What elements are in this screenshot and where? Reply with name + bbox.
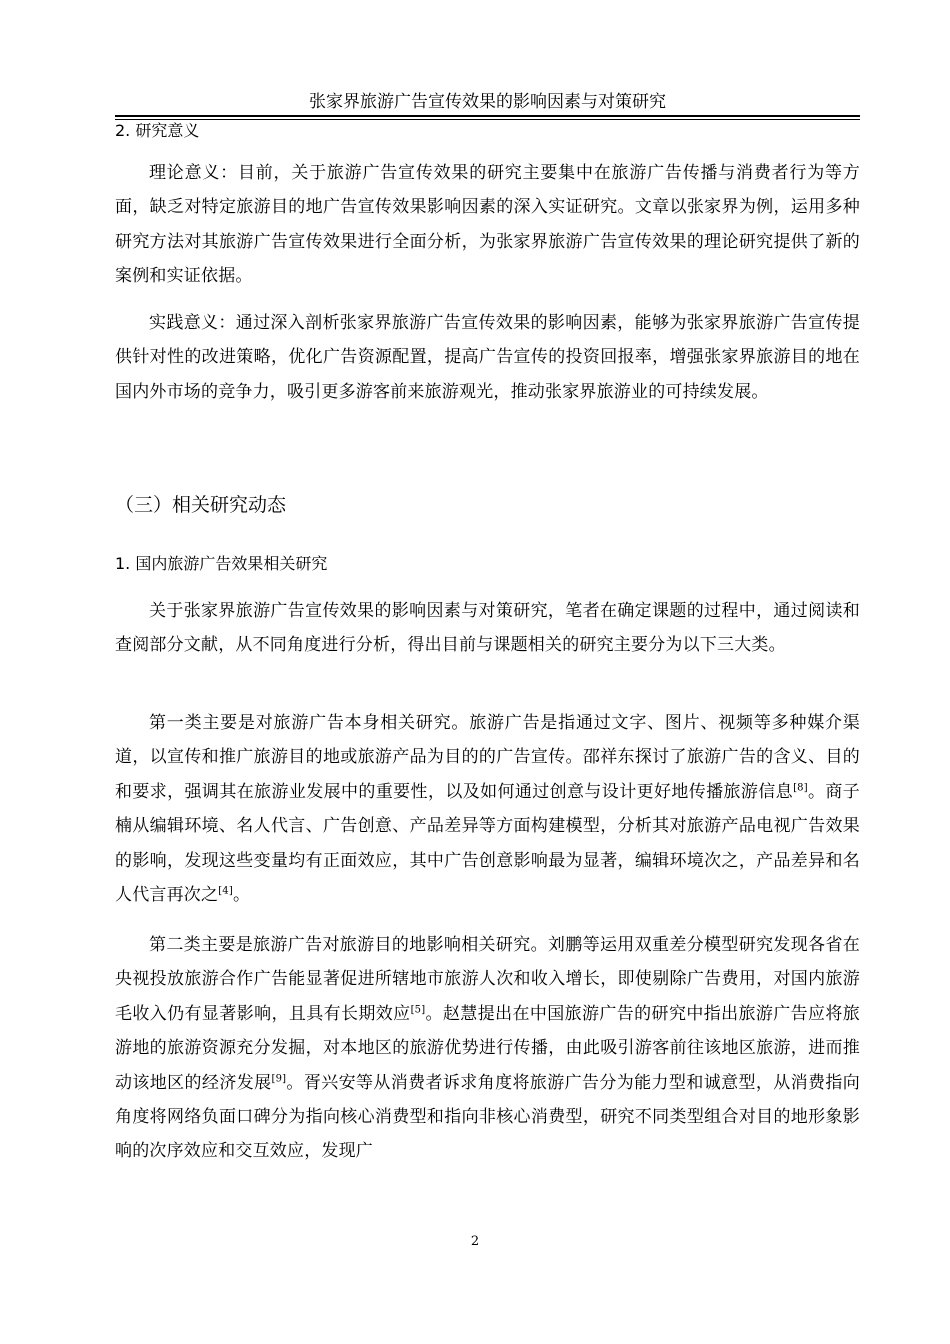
paragraph-first-text-a: 第一类主要是对旅游广告本身相关研究。旅游广告是指通过文字、图片、视频等多种媒介渠道，以宣传和推广旅游目的地或旅游产品为目的的广告宣传。邵祥东探讨了旅游广告的含义、目的和要求，强调其在旅游业发展中的重要性，以及如何通过创意与设计更好地传播旅游信息 <box>115 713 860 802</box>
paragraph-second-category <box>115 928 860 1169</box>
page-number: 2 <box>470 1234 480 1249</box>
header-rule <box>115 115 860 117</box>
section-heading-related-research: （三）相关研究动态 <box>115 494 287 516</box>
paragraph-first-category <box>115 706 860 912</box>
paragraph-second-text-c: 。胥兴安等从消费者诉求角度将旅游广告分为能力型和诚意型，从消费指向角度将网络负面口碑分为指向核心消费型和指向非核心消费型，研究不同类型组合对目的地形象影响的次序效应和交互效应，发现广 <box>115 1072 860 1162</box>
header-rule-thin <box>115 119 860 120</box>
page-header-title: 张家界旅游广告宣传效果的影响因素与对策研究 <box>309 92 666 112</box>
paragraph-intro: 关于张家界旅游广告宣传效果的影响因素与对策研究，笔者在确定课题的过程中，通过阅读和查阅部分文献，从不同角度进行分析，得出目前与课题相关的研究主要分为以下三大类。 <box>115 601 860 656</box>
paragraph-first-text-c: 。 <box>232 885 251 906</box>
citation-5: [5] <box>410 1004 426 1016</box>
citation-8: [8] <box>793 782 808 794</box>
paragraph-second-text-b: 。赵慧提出在中国旅游广告的研究中指出旅游广告应将旅游地的旅游资源充分发掘，对本地区的旅游优势进行传播，由此吸引游客前往该地区旅游，进而推动该地区的经济发展 <box>115 1003 861 1093</box>
paragraph-practical-significance: 实践意义：通过深入剖析张家界旅游广告宣传效果的影响因素，能够为张家界旅游广告宣传提供针对性的改进策略，优化广告资源配置，提高广告宣传的投资回报率，增强张家界旅游目的地在国内外市场的竞争力，吸引更多游客前来旅游观光，推动张家界旅游业的可持续发展。 <box>115 313 860 402</box>
heading-domestic-research: 1. 国内旅游广告效果相关研究 <box>115 554 328 573</box>
citation-4: [4] <box>218 885 233 897</box>
heading-research-significance: 2. 研究意义 <box>115 121 200 140</box>
paragraph-first-text-b: 。商子楠从编辑环境、名人代言、广告创意、产品差异等方面构建模型，分析其对旅游产品电视广告效果的影响，发现这些变量均有正面效应，其中广告创意影响最为显著，编辑环境次之，产品差异和名人代言再次之 <box>115 781 860 906</box>
paragraph-second-text-a: 第二类主要是旅游广告对旅游目的地影响相关研究。刘鹏等运用双重差分模型研究发现各省在央视投放旅游合作广告能显著促进所辖地市旅游人次和收入增长，即使剔除广告费用，对国内旅游毛收入仍有显著影响，且具有长期效应 <box>115 935 860 1024</box>
citation-9: [9] <box>271 1072 287 1084</box>
paragraph-theoretical-significance: 理论意义：目前，关于旅游广告宣传效果的研究主要集中在旅游广告传播与消费者行为等方面，缺乏对特定旅游目的地广告宣传效果影响因素的深入实证研究。文章以张家界为例，运用多种研究方法对其旅游广告宣传效果进行全面分析，为张家界旅游广告宣传效果的理论研究提供了新的案例和实证依据。 <box>115 163 860 287</box>
